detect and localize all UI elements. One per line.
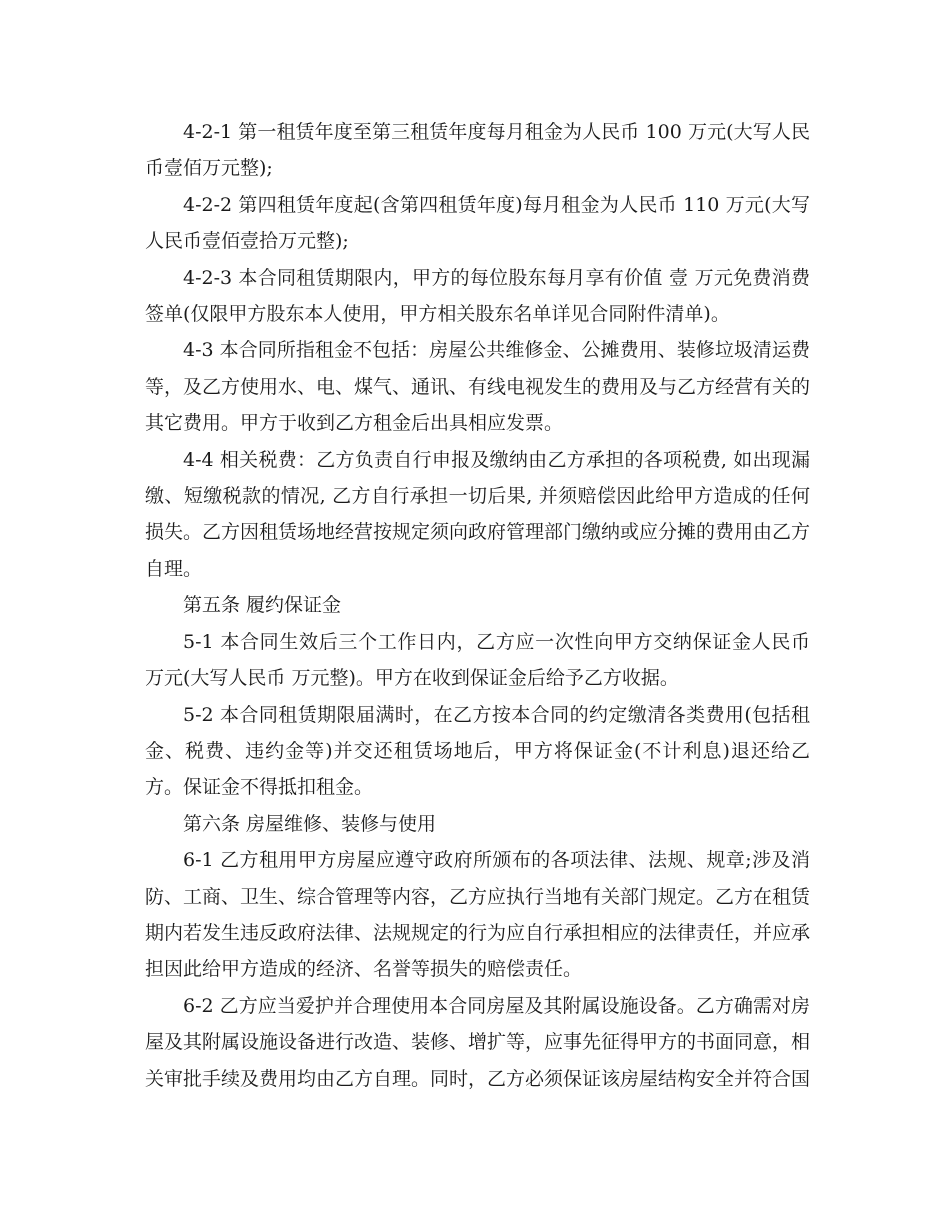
clause-6-2: 6-2 乙方应当爱护并合理使用本合同房屋及其附属设施设备。乙方确需对房屋及其附属设施设备进行改造、装修、增扩等，应事先征得甲方的书面同意，相关审批手续及费用均由乙方自理。同时，乙方必须保证该房屋结构安全并符合国 (145, 994, 811, 1090)
clause-6-1: 6-1 乙方租用甲方房屋应遵守政府所颁布的各项法律、法规、规章;涉及消防、工商、卫生、综合管理等内容，乙方应执行当地有关部门规定。乙方在租赁期内若发生违反政府法律、法规规定的行为应自行承担相应的法律责任，并应承担因此给甲方造成的经济、名誉等损失的赔偿责任。 (145, 849, 811, 981)
article-6-heading: 第六条 房屋维修、装修与使用 (183, 812, 437, 835)
clause-4-2-2: 4-2-2 第四租赁年度起(含第四租赁年度)每月租金为人民币 110 万元(大写人民币壹佰壹拾万元整); (145, 193, 810, 253)
clause-4-4: 4-4 相关税费：乙方负责自行申报及缴纳由乙方承担的各项税费, 如出现漏缴、短缴税款的情况, 乙方自行承担一切后果, 并须赔偿因此给甲方造成的任何损失。乙方因租赁场地经营按规定须向政府管理部门缴纳或应分摊的费用由乙方自理。 (145, 448, 811, 580)
clause-4-3: 4-3 本合同所指租金不包括：房屋公共维修金、公摊费用、装修垃圾清运费等，及乙方使用水、电、煤气、通讯、有线电视发生的费用及与乙方经营有关的其它费用。甲方于收到乙方租金后出具相应发票。 (145, 339, 811, 435)
clause-4-2-1: 4-2-1 第一租赁年度至第三租赁年度每月租金为人民币 100 万元(大写人民币壹佰万元整); (145, 121, 810, 180)
clause-4-2-3: 4-2-3 本合同租赁期限内，甲方的每位股东每月享有价值 壹 万元免费消费签单(仅限甲方股东本人使用，甲方相关股东名单详见合同附件清单)。 (145, 266, 810, 326)
document-body (145, 114, 810, 1097)
clause-5-2: 5-2 本合同租赁期限届满时，在乙方按本合同的约定缴清各类费用(包括租金、税费、违约金等)并交还租赁场地后，甲方将保证金(不计利息)退还给乙方。保证金不得抵扣租金。 (145, 703, 810, 799)
article-5-heading: 第五条 履约保证金 (183, 594, 342, 617)
clause-5-1: 5-1 本合同生效后三个工作日内，乙方应一次性向甲方交纳保证金人民币 万元(大写人民币 万元整)。甲方在收到保证金后给予乙方收据。 (145, 630, 810, 690)
